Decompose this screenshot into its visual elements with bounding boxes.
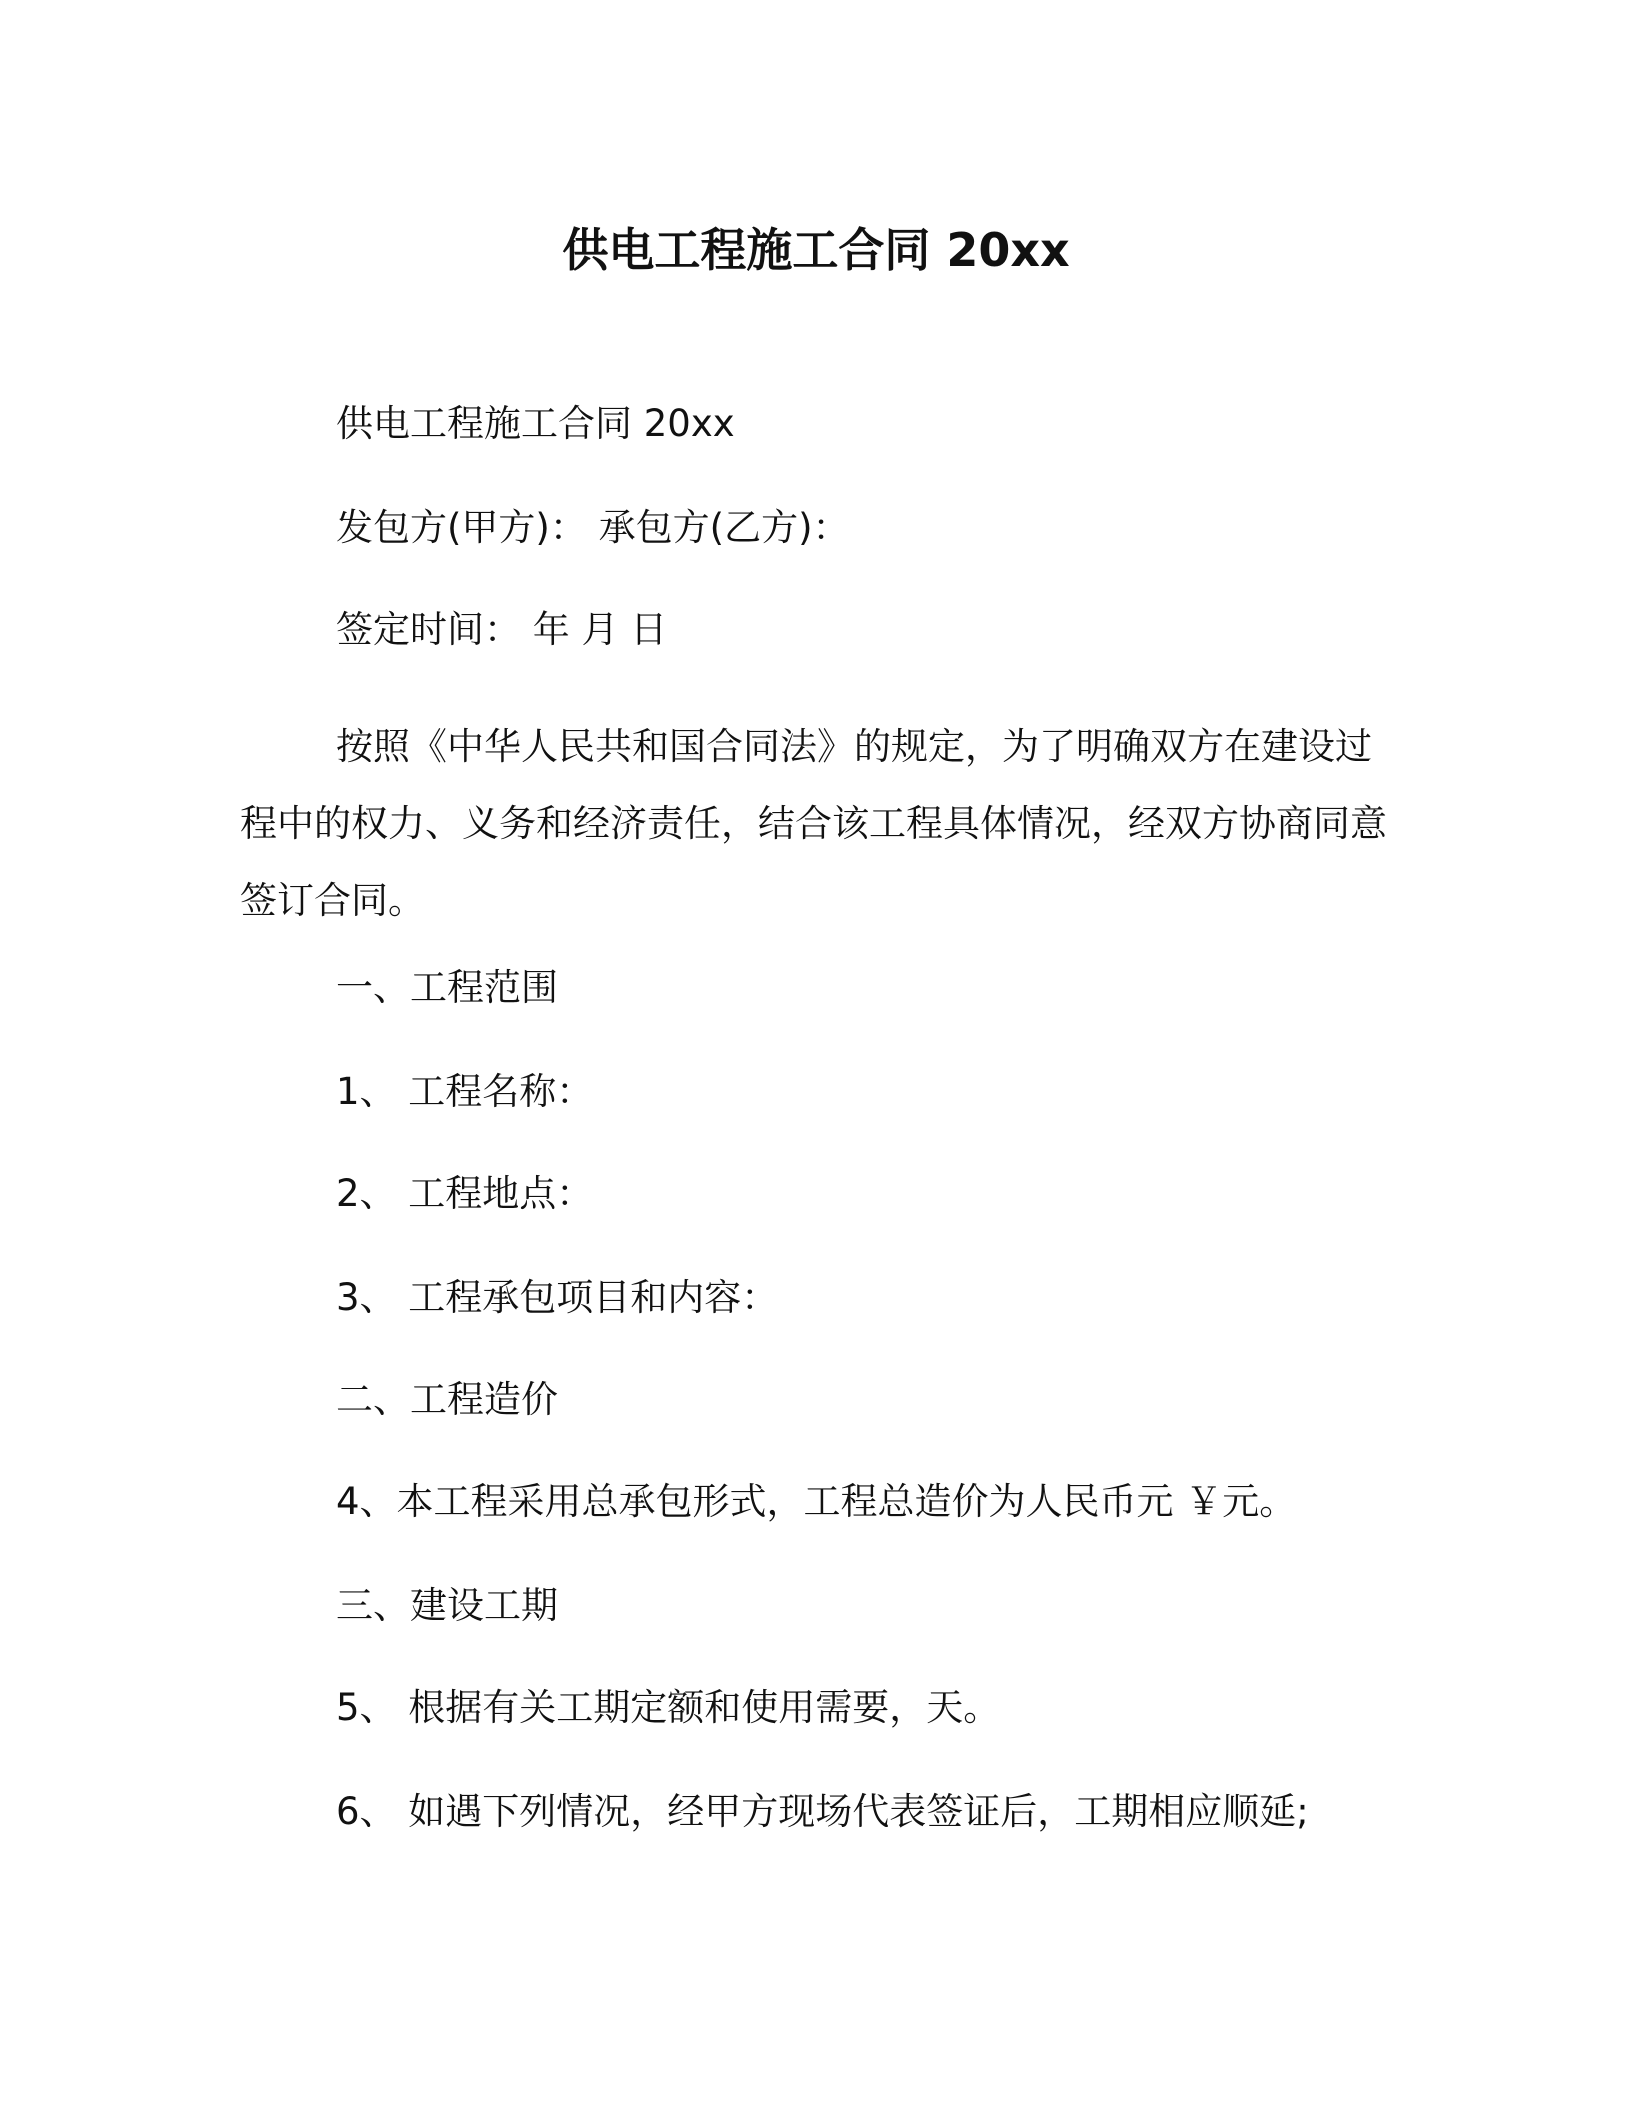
section-heading-schedule: 三、建设工期: [336, 1584, 558, 1627]
clause-item-4: 4、本工程采用总承包形式，工程总造价为人民币元 ￥元。: [336, 1480, 1297, 1523]
document-subtitle: 供电工程施工合同 20xx: [336, 402, 735, 445]
section-heading-scope: 一、工程范围: [336, 966, 558, 1009]
section-heading-cost: 二、工程造价: [336, 1378, 558, 1421]
document-title: 供电工程施工合同 20xx: [562, 223, 1070, 277]
preamble-paragraph: 按照《中华人民共和国合同法》的规定，为了明确双方在建设过程中的权力、义务和经济责任，结合该工程具体情况，经双方协商同意签订合同。: [240, 725, 1387, 922]
parties-line: 发包方(甲方)： 承包方(乙方)：: [336, 506, 850, 549]
clause-item-5: 5、 根据有关工期定额和使用需要，天。: [336, 1686, 1001, 1729]
sign-date-line: 签定时间： 年 月 日: [336, 608, 668, 651]
clause-item-1: 1、 工程名称：: [336, 1070, 594, 1113]
clause-item-6: 6、 如遇下列情况，经甲方现场代表签证后，工期相应顺延;: [336, 1790, 1309, 1833]
clause-item-2: 2、 工程地点：: [336, 1172, 594, 1215]
clause-item-3: 3、 工程承包项目和内容：: [336, 1276, 779, 1319]
